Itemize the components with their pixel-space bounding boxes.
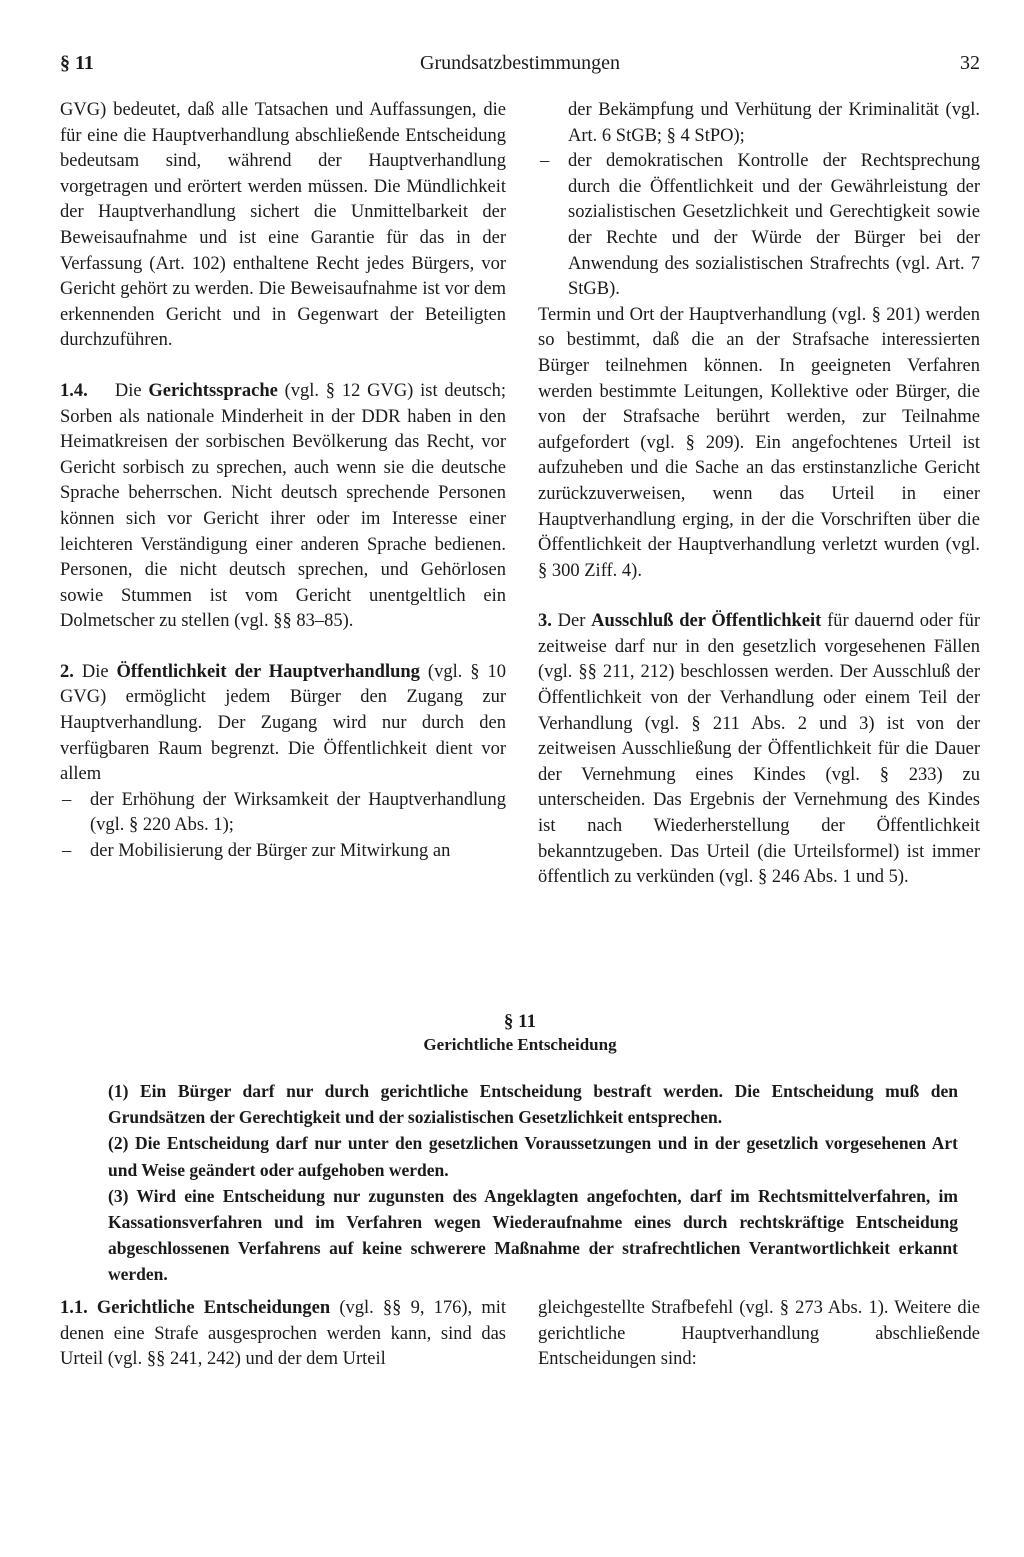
bold-term: Gerichtliche Entscheidungen <box>96 1298 331 1318</box>
paragraph-continuation: gleichgestellte Strafbefehl (vgl. § 273 Abs. 1). Weitere die gerichtliche Hauptverhandlung abschließende Entscheidungen sind: <box>538 1298 980 1370</box>
paragraph-body: (vgl. § 12 GVG) ist deutsch; Sorben als nationale Minderheit in der DDR haben in den Heimatkreisen der sorbischen Bevölkerung das Recht, vor Gericht sorbisch zu sprechen, auch wenn sie die deutsche Sprache beherrschen. Nicht deutsch sprechende Personen können sich vor Gericht ihrer oder im Interesse einer leichteren Verständigung einer anderen Sprache bedienen. Personen, die nicht deutsch sprechen, und Gehörlosen sowie Stummen ist vom Gericht unentgeltlich ein Dolmetscher zu stellen (vgl. §§ 83–85). <box>60 380 507 632</box>
dash-marker: – <box>62 789 72 810</box>
header-section-mark: § 11 <box>60 52 94 74</box>
statute-clause-3: (3) Wird eine Entscheidung nur zugunsten des Angeklagten angefochten, darf im Rechtsmittelverfahren, im Kassationsverfahren und im Verfahren wegen Wiederaufnahme eines durch rechtskräftige Entscheidung abgeschlossenen Verfahrens auf keine schwerere Maßnahme der strafrechtlichen Verantwortlichkeit erkannt werden. <box>108 1185 958 1285</box>
paragraph-lead: Die <box>114 380 142 401</box>
section-number: § 11 <box>503 1011 537 1032</box>
dash-marker: – <box>62 841 72 862</box>
paragraph-termin-ort: Termin und Ort der Hauptverhandlung (vgl. § 201) werden so bestimmt, daß die an der Strafsache interessierten Bürger teilnehmen können. In geeigneten Verfahren werden bestimmte Leitungen, Kollektive oder Bürger, die von der Strafsache berührt werden, zur Teilnahme aufgefordert (vgl. § 209). Ein angefochtenes Urteil ist aufzuheben und die Sache an das erstinstanzliche Gericht zurückzuverweisen, wenn das Urteil in einer Hauptverhandlung erging, in der die Vorschriften über die Öffentlichkeit der Hauptverhandlung verletzt wurden (vgl. § 300 Ziff. 4). <box>538 304 980 581</box>
bold-term: Öffentlichkeit der Hauptverhandlung <box>116 661 420 682</box>
dash-list-item <box>60 839 506 865</box>
paragraph-continuation: GVG) bedeutet, daß alle Tatsachen und Auffassungen, die für eine die Hauptverhandlung abschließende Entscheidung bedeutsam sind, während der Hauptverhandlung vorgetragen und erörtert werden müssen. Die Mündlichkeit der Hauptverhandlung sichert die Unmittelbarkeit der Beweisaufnahme und ist eine Garantie für das in der Verfassung (Art. 102) enthaltene Recht jedes Bürgers, vor Gericht gehört zu werden. Die Beweisaufnahme ist vor dem erkennenden Gericht und in Gegenwart der Beteiligten durchzuführen. <box>60 100 506 351</box>
dash-item-text: der Mobilisierung der Bürger zur Mitwirkung an <box>90 841 451 862</box>
statute-clause-1: (1) Ein Bürger darf nur durch gerichtliche Entscheidung bestraft werden. Die Entscheidung muß den Grundsätzen der Gerechtigkeit und der sozialistischen Gesetzlichkeit entsprechen. <box>108 1081 958 1128</box>
paragraph-number: 3. <box>538 611 552 632</box>
bold-term: Gerichtssprache <box>148 380 278 401</box>
dash-list-item <box>538 149 980 303</box>
page-header <box>60 52 980 84</box>
paragraph-number: 2. <box>60 661 74 682</box>
dash-item-text: der Erhöhung der Wirksamkeit der Hauptverhandlung (vgl. § 220 Abs. 1); <box>90 789 506 836</box>
paragraph-ausschluss <box>538 609 980 891</box>
section-title: Gerichtliche Entscheidung <box>423 1035 617 1054</box>
left-column-bottom <box>60 1296 506 1373</box>
dash-item-text: der demokratischen Kontrolle der Rechtsprechung durch die Öffentlichkeit und der Gewährleistung der sozialistischen Gesetzlichkeit und Gerechtigkeit sowie der Rechte und der Würde der Bürger bei der Anwendung des sozialistischen Strafrechts (vgl. Art. 7 StGB). <box>568 151 980 300</box>
right-column-bottom <box>538 1296 980 1373</box>
paragraph-number: 1.1. <box>60 1298 88 1318</box>
bold-term: Ausschluß der Öffentlichkeit <box>591 611 822 632</box>
paragraph-oeffentlichkeit <box>60 660 506 788</box>
paragraph-body: für dauernd oder für zeitweise darf nur in den gesetzlich vorgesehenen Fällen (vgl. §§ 211, 212) beschlossen werden. Der Ausschluß der Öffentlichkeit von der Verhandlung oder einem Teil der Verhandlung (vgl. § 211 Abs. 2 und 3) ist von der zeitweisen Ausschließung der Öffentlichkeit für die Dauer der Vernehmung eines Kindes (vgl. § 233) zu unterscheiden. Das Ergebnis der Vernehmung des Kindes ist nach Wiederherstellung der Öffentlichkeit bekanntzugeben. Das Urteil (die Urteilsformel) ist immer öffentlich zu verkünden (vgl. § 246 Abs. 1 und 5). <box>538 611 981 888</box>
section-heading <box>60 1010 980 1056</box>
left-column-top <box>60 98 506 865</box>
paragraph-gerichtliche-entscheidungen <box>60 1296 506 1373</box>
dash-marker: – <box>540 151 550 172</box>
dash-list-item-continued <box>538 98 980 149</box>
paragraph-lead: Der <box>557 611 586 632</box>
dash-list-item <box>60 788 506 839</box>
paragraph-number: 1.4. <box>60 380 88 401</box>
paragraph-body: (vgl. §§ 9, 176), mit denen eine Strafe ausgesprochen werden kann, sind das Urteil (vgl. §§ 241, 242) und der dem Urteil <box>60 1298 507 1370</box>
statute-text <box>108 1078 958 1288</box>
page-number: 32 <box>960 52 980 74</box>
right-column-top <box>538 98 980 891</box>
header-running-title: Grundsatzbestimmungen <box>420 52 620 74</box>
dash-item-text: der Bekämpfung und Verhütung der Kriminalität (vgl. Art. 6 StGB; § 4 StPO); <box>568 100 980 146</box>
paragraph-gerichtssprache <box>60 379 506 635</box>
paragraph-body: (vgl. § 10 GVG) ermöglicht jedem Bürger den Zugang zur Hauptverhandlung. Der Zugang wird nur durch den verfügbaren Raum begrenzt. Die Öffentlichkeit dient vor allem <box>60 661 507 785</box>
paragraph-lead: Die <box>81 661 109 682</box>
statute-clause-2: (2) Die Entscheidung darf nur unter den gesetzlichen Voraussetzungen und in der gesetzlich vorgesehenen Art und Weise geändert oder aufgehoben werden. <box>108 1133 958 1180</box>
